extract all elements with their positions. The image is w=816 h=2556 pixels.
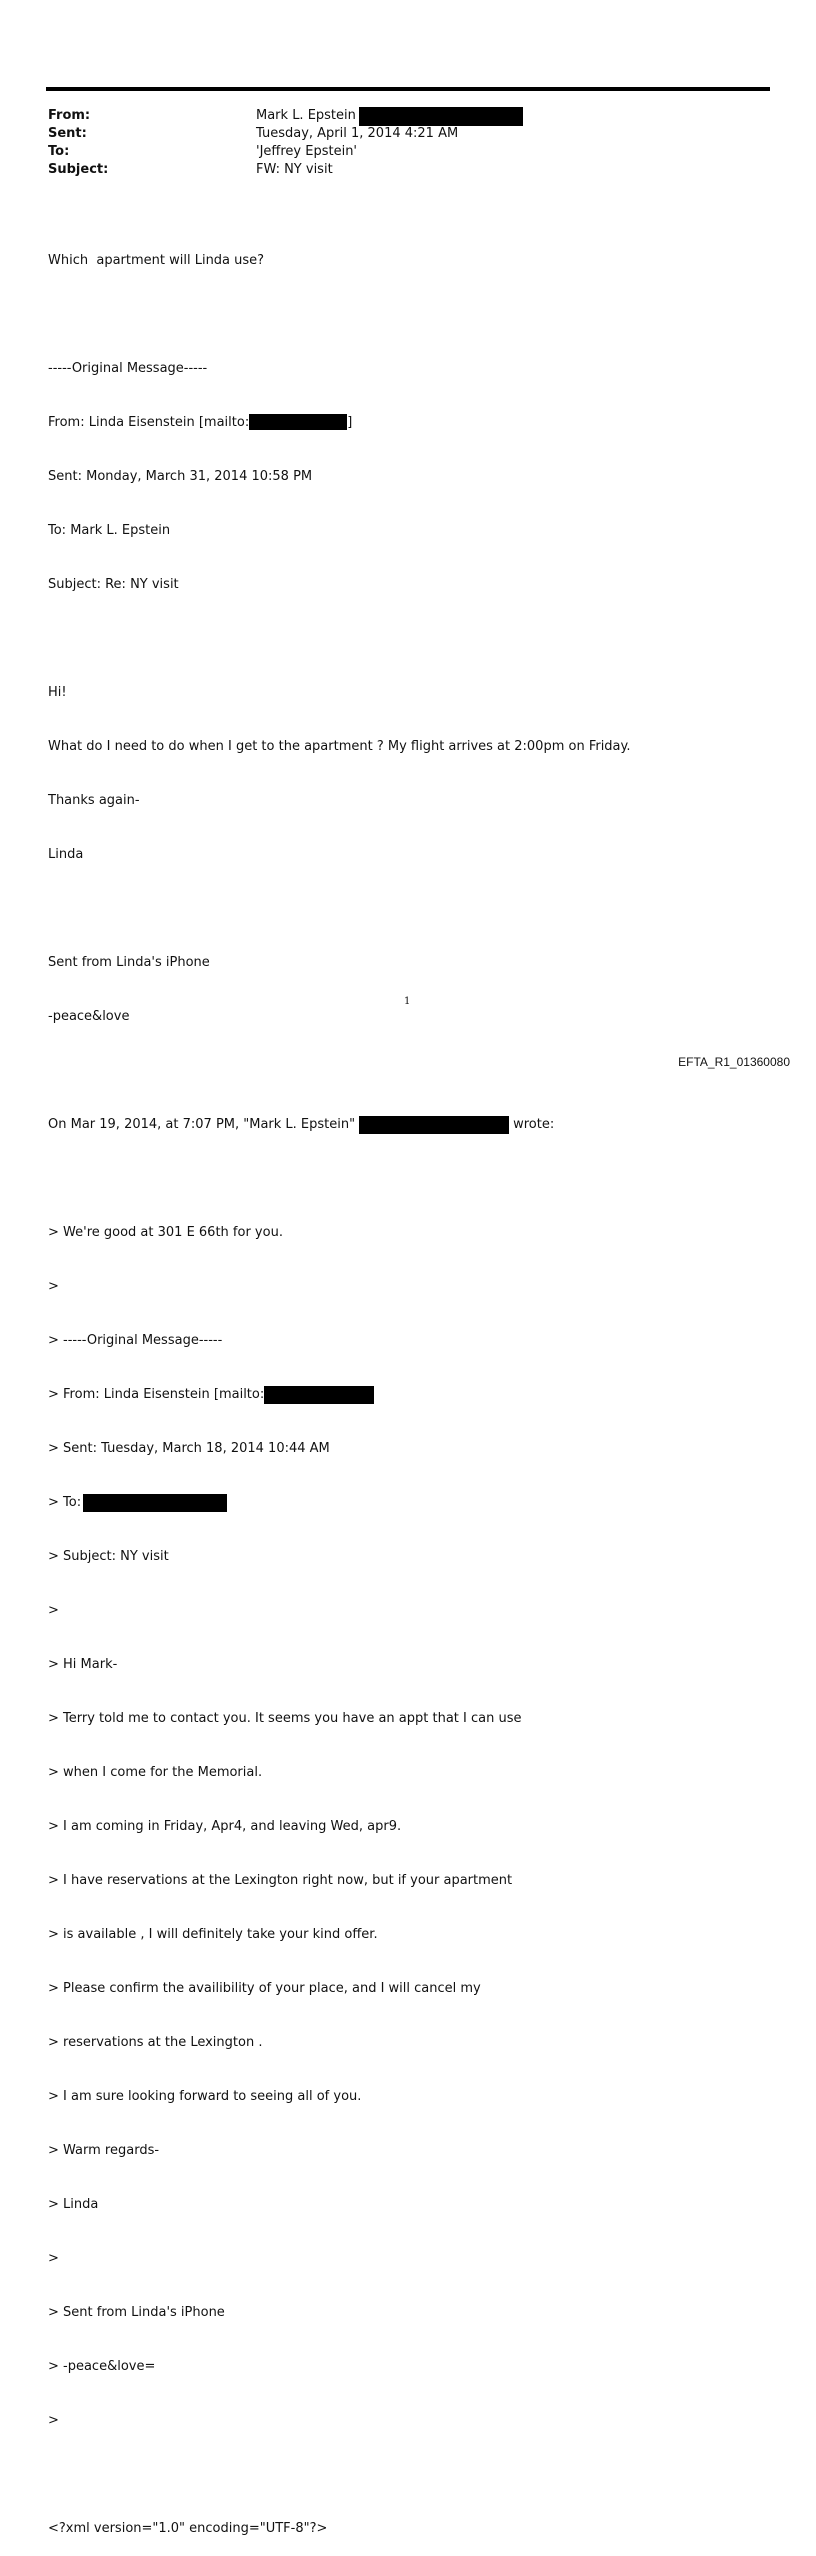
body-text: > From: Linda Eisenstein [mailto: bbox=[48, 1387, 265, 1402]
quoted-line: > -----Original Message----- bbox=[48, 1333, 223, 1348]
quoted-line: > bbox=[48, 2251, 59, 2266]
to-label: To: bbox=[48, 144, 70, 159]
body-line: Linda bbox=[48, 847, 84, 862]
quoted-line: > I am coming in Friday, Apr4, and leaving Wed, apr9. bbox=[48, 1819, 402, 1834]
body-line: Sent: Monday, March 31, 2014 10:58 PM bbox=[48, 469, 313, 484]
quoted-line: > bbox=[48, 1603, 59, 1618]
from-label: From: bbox=[48, 108, 91, 123]
body-line bbox=[48, 414, 631, 432]
page-number: 1 bbox=[404, 996, 411, 1007]
subject-row bbox=[48, 161, 523, 179]
email-body bbox=[48, 216, 631, 2556]
blank-line bbox=[48, 630, 631, 648]
body-line: To: Mark L. Epstein bbox=[48, 523, 171, 538]
redaction-box bbox=[359, 1116, 509, 1134]
redaction-box bbox=[249, 414, 347, 430]
body-text: ] bbox=[347, 415, 353, 430]
body-line: Subject: Re: NY visit bbox=[48, 577, 179, 592]
to-value: 'Jeffrey Epstein' bbox=[256, 144, 358, 159]
quoted-line: > is available , I will definitely take your kind offer. bbox=[48, 1927, 378, 1942]
blank-line bbox=[48, 1170, 631, 1188]
sent-label: Sent: bbox=[48, 126, 87, 141]
xml-declaration: <?xml version="1.0" encoding="UTF-8"?> bbox=[48, 2521, 328, 2536]
quoted-line bbox=[48, 1386, 631, 1404]
body-line bbox=[48, 1116, 631, 1134]
quoted-line: > -peace&love= bbox=[48, 2359, 156, 2374]
quoted-line: > reservations at the Lexington . bbox=[48, 2035, 263, 2050]
quoted-line: > Warm regards- bbox=[48, 2143, 160, 2158]
bates-stamp: EFTA_R1_01360080 bbox=[678, 1055, 790, 1069]
body-line: -peace&love bbox=[48, 1009, 130, 1024]
quoted-line: > Subject: NY visit bbox=[48, 1549, 169, 1564]
subject-value: FW: NY visit bbox=[256, 162, 333, 177]
quoted-line: > when I come for the Memorial. bbox=[48, 1765, 263, 1780]
quoted-line: > I have reservations at the Lexington right now, but if your apartment bbox=[48, 1873, 513, 1888]
blank-line bbox=[48, 2466, 631, 2484]
to-row bbox=[48, 143, 523, 161]
sent-value: Tuesday, April 1, 2014 4:21 AM bbox=[256, 126, 459, 141]
quoted-line: > I am sure looking forward to seeing all of you. bbox=[48, 2089, 362, 2104]
body-text: From: Linda Eisenstein [mailto: bbox=[48, 415, 250, 430]
body-line: -----Original Message----- bbox=[48, 361, 208, 376]
blank-line bbox=[48, 900, 631, 918]
body-line: What do I need to do when I get to the apartment ? My flight arrives at 2:00pm on Friday. bbox=[48, 739, 631, 754]
sent-row bbox=[48, 125, 523, 143]
subject-label: Subject: bbox=[48, 162, 109, 177]
redaction-box bbox=[264, 1386, 374, 1404]
quoted-line: > Hi Mark- bbox=[48, 1657, 118, 1672]
body-line: Thanks again- bbox=[48, 793, 140, 808]
header-rule bbox=[46, 87, 770, 91]
quoted-line: > Linda bbox=[48, 2197, 99, 2212]
from-value: Mark L. Epstein bbox=[256, 108, 356, 123]
quoted-line bbox=[48, 1494, 631, 1512]
body-text: > To: bbox=[48, 1495, 82, 1510]
body-text: On Mar 19, 2014, at 7:07 PM, "Mark L. Epstein" bbox=[48, 1117, 356, 1132]
body-text: wrote: bbox=[513, 1117, 555, 1132]
quoted-line: > Sent from Linda's iPhone bbox=[48, 2305, 225, 2320]
email-header bbox=[48, 107, 523, 179]
blank-line bbox=[48, 306, 631, 324]
quoted-line: > Please confirm the availibility of your place, and I will cancel my bbox=[48, 1981, 481, 1996]
redaction-box bbox=[83, 1494, 227, 1512]
redaction-box bbox=[359, 107, 523, 126]
quoted-line: > We're good at 301 E 66th for you. bbox=[48, 1225, 283, 1240]
from-row bbox=[48, 107, 523, 125]
blank-line bbox=[48, 1062, 631, 1080]
quoted-line: > bbox=[48, 1279, 59, 1294]
quoted-line: > Sent: Tuesday, March 18, 2014 10:44 AM bbox=[48, 1441, 330, 1456]
quoted-line: > bbox=[48, 2413, 59, 2428]
quoted-line: > Terry told me to contact you. It seems you have an appt that I can use bbox=[48, 1711, 522, 1726]
body-line: Which apartment will Linda use? bbox=[48, 253, 265, 268]
body-line: Hi! bbox=[48, 685, 67, 700]
body-line: Sent from Linda's iPhone bbox=[48, 955, 210, 970]
